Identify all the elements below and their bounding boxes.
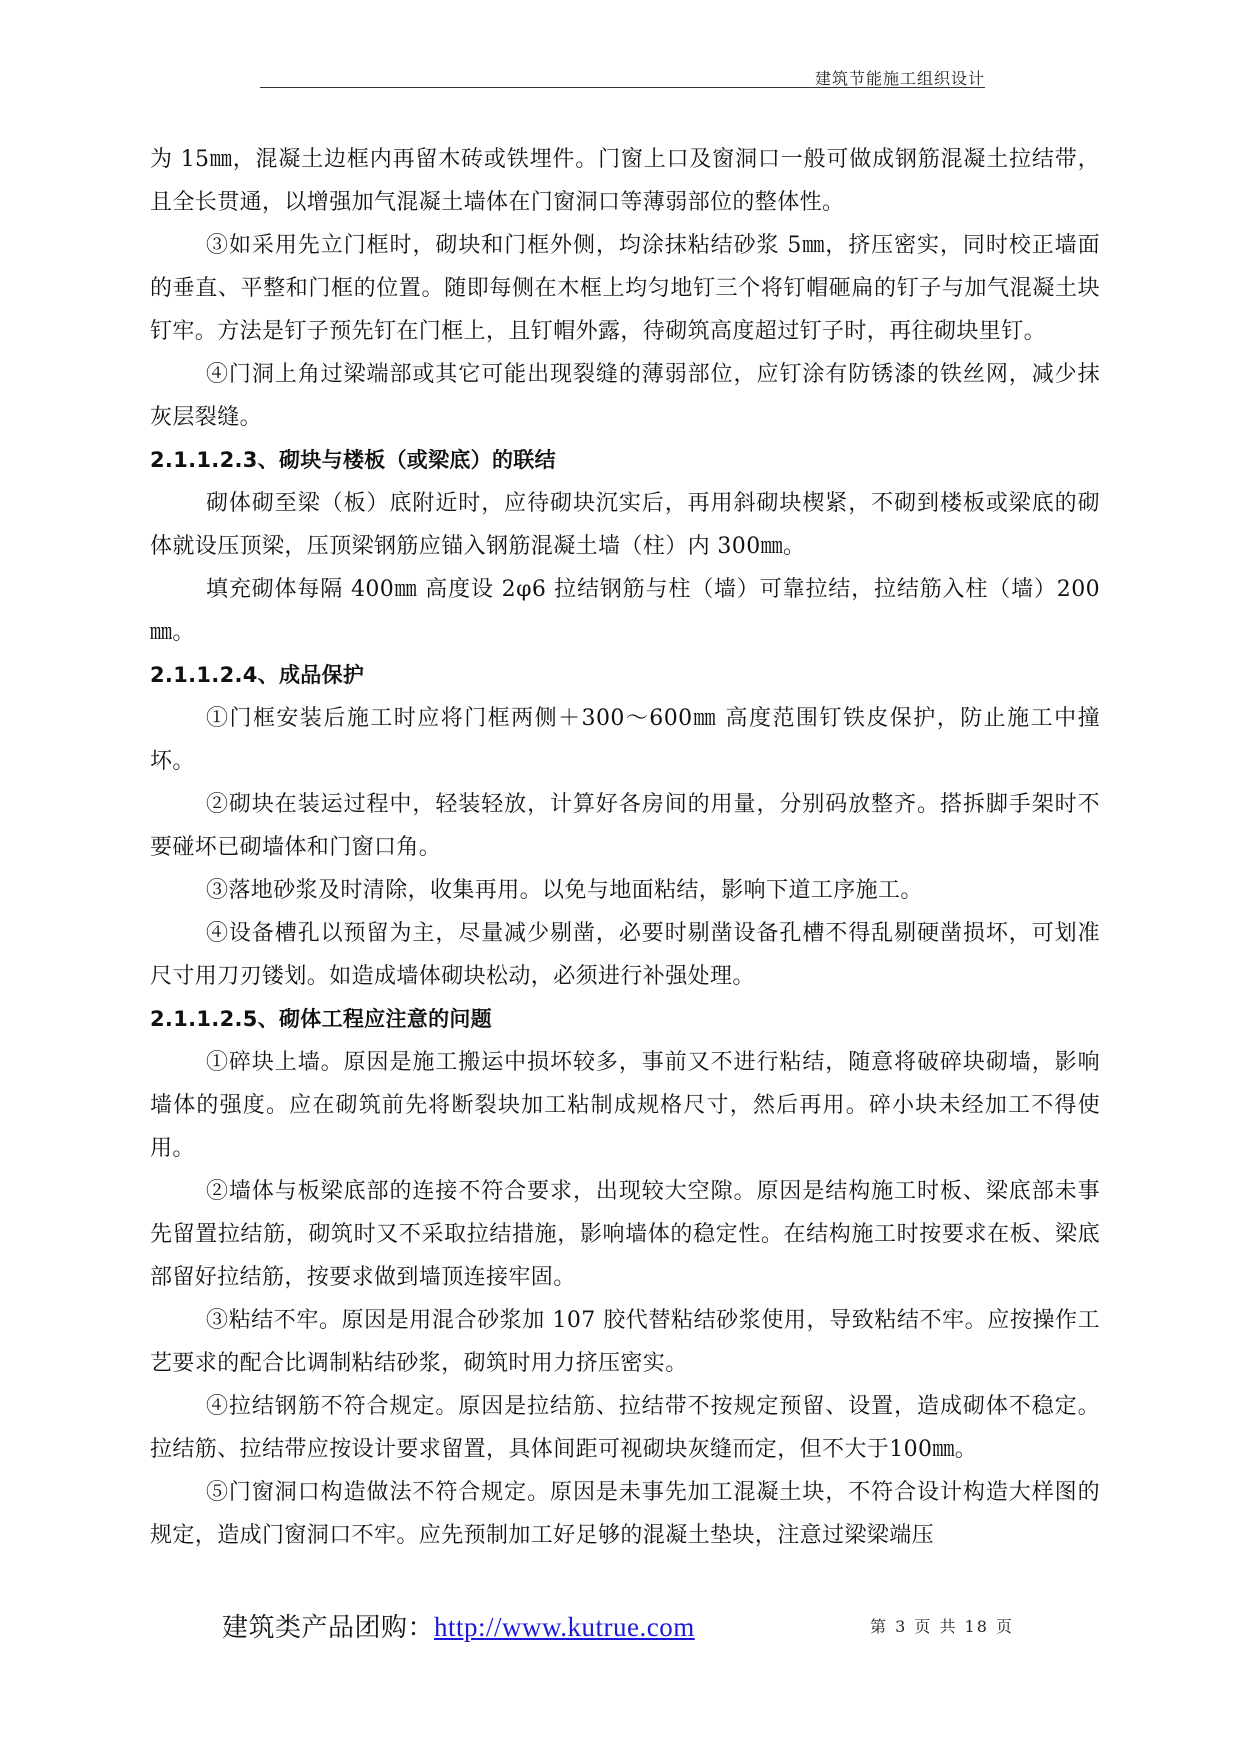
paragraph: ④门洞上角过梁端部或其它可能出现裂缝的薄弱部位，应钉涂有防锈漆的铁丝网，减少抹灰层裂缝。 — [150, 362, 1100, 430]
footer-promo — [222, 1607, 695, 1644]
paragraph: ②墙体与板梁底部的连接不符合要求，出现较大空隙。原因是结构施工时板、梁底部未事先留置拉结筋，砌筑时又不采取拉结措施，影响墙体的稳定性。在结构施工时按要求在板、梁底部留好拉结筋，按要求做到墙顶连接牢固。 — [150, 1179, 1100, 1290]
paragraph: ③如采用先立门框时，砌块和门框外侧，均涂抹粘结砂浆 5㎜，挤压密实，同时校正墙面的垂直、平整和门框的位置。随即每侧在木框上均匀地钉三个将钉帽砸扁的钉子与加气混凝土块钉牢。方法是钉子预先钉在门框上，且钉帽外露，待砌筑高度超过钉子时，再往砌块里钉。 — [150, 233, 1100, 344]
paragraph: ①碎块上墙。原因是施工搬运中损坏较多，事前又不进行粘结，随意将破碎块砌墙，影响墙体的强度。应在砌筑前先将断裂块加工粘制成规格尺寸，然后再用。碎小块未经加工不得使用。 — [150, 1050, 1100, 1161]
section-heading: 2.1.1.2.5、砌体工程应注意的问题 — [150, 1007, 492, 1031]
footer-promo-label: 建筑类产品团购： — [222, 1613, 435, 1643]
paragraph: 为 15㎜，混凝土边框内再留木砖或铁埋件。门窗上口及窗洞口一般可做成钢筋混凝土拉结带，且全长贯通，以增强加气混凝土墙体在门窗洞口等薄弱部位的整体性。 — [150, 147, 1100, 215]
section-heading: 2.1.1.2.3、砌块与楼板（或梁底）的联结 — [150, 448, 556, 472]
document-body — [150, 138, 1100, 1557]
header-title: 建筑节能施工组织设计 — [814, 69, 985, 88]
header-rule — [260, 87, 985, 88]
paragraph: ④设备槽孔以预留为主，尽量减少剔凿，必要时剔凿设备孔槽不得乱剔硬凿损坏，可划准尺寸用刀刃镂划。如造成墙体砌块松动，必须进行补强处理。 — [150, 921, 1100, 989]
section-heading: 2.1.1.2.4、成品保护 — [150, 663, 365, 687]
paragraph: 砌体砌至梁（板）底附近时，应待砌块沉实后，再用斜砌块楔紧，不砌到楼板或梁底的砌体就设压顶梁，压顶梁钢筋应锚入钢筋混凝土墙（柱）内 300㎜。 — [150, 491, 1100, 559]
paragraph: ③粘结不牢。原因是用混合砂浆加 107 胶代替粘结砂浆使用，导致粘结不牢。应按操作工艺要求的配合比调制粘结砂浆，砌筑时用力挤压密实。 — [150, 1308, 1100, 1376]
paragraph: ②砌块在装运过程中，轻装轻放，计算好各房间的用量，分别码放整齐。搭拆脚手架时不要碰坏已砌墙体和门窗口角。 — [150, 792, 1100, 860]
footer-promo-link[interactable]: http://www.kutrue.com — [434, 1612, 695, 1642]
paragraph: ③落地砂浆及时清除，收集再用。以免与地面粘结，影响下道工序施工。 — [206, 878, 923, 903]
paragraph: ⑤门窗洞口构造做法不符合规定。原因是未事先加工混凝土块，不符合设计构造大样图的规定，造成门窗洞口不牢。应先预制加工好足够的混凝土垫块，注意过梁梁端压 — [150, 1480, 1100, 1548]
page-number: 第 3 页 共 18 页 — [870, 1617, 1014, 1636]
paragraph: ①门框安装后施工时应将门框两侧＋300～600㎜ 高度范围钉铁皮保护，防止施工中撞坏。 — [150, 706, 1100, 774]
paragraph: 填充砌体每隔 400㎜ 高度设 2φ6 拉结钢筋与柱（墙）可靠拉结，拉结筋入柱（墙）200㎜。 — [150, 577, 1100, 645]
paragraph: ④拉结钢筋不符合规定。原因是拉结筋、拉结带不按规定预留、设置，造成砌体不稳定。拉结筋、拉结带应按设计要求留置，具体间距可视砌块灰缝而定，但不大于100㎜。 — [150, 1394, 1100, 1462]
